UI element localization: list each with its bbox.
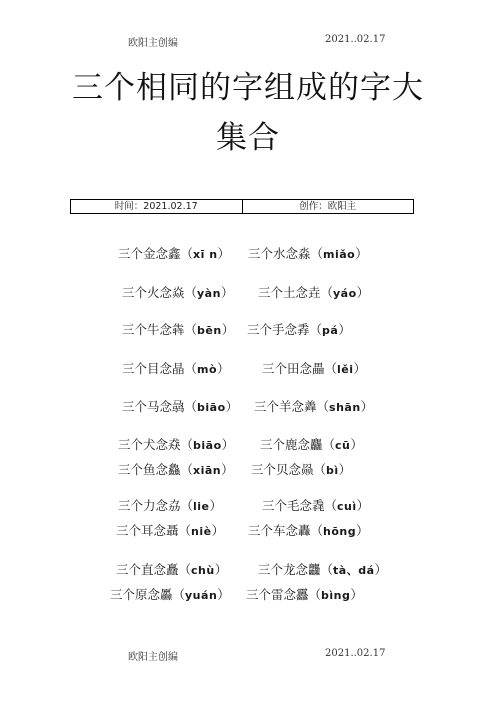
entry-text: 三个羊念羴（ bbox=[254, 399, 330, 414]
page-title-line-2: 集合 bbox=[216, 120, 280, 156]
entry-text: 三个贝念赑（ bbox=[251, 462, 327, 477]
entry-left bbox=[110, 585, 230, 603]
entry-left bbox=[118, 460, 234, 478]
entry-text: 三个车念轟（ bbox=[248, 523, 324, 538]
entry-right bbox=[246, 585, 363, 603]
entry-pinyin: bì bbox=[326, 464, 339, 477]
entry-close: ） bbox=[360, 399, 374, 414]
entry-left bbox=[122, 283, 233, 301]
entry-right bbox=[254, 397, 373, 415]
entry-pinyin: cuì bbox=[337, 500, 357, 513]
entry-close: ） bbox=[221, 322, 235, 337]
entry-right bbox=[258, 560, 387, 578]
entry-text: 三个火念焱（ bbox=[122, 285, 198, 300]
entry-text: 三个原念厵（ bbox=[110, 587, 186, 602]
entry-close: ） bbox=[350, 587, 363, 602]
entry-close: ） bbox=[217, 587, 230, 602]
footer-author: 欧阳主创编 bbox=[128, 652, 178, 663]
entry-text: 三个鹿念麤（ bbox=[260, 437, 336, 452]
entry-pinyin: yàn bbox=[197, 287, 221, 300]
entry-close: ） bbox=[374, 562, 388, 577]
entry-close: ） bbox=[221, 462, 234, 477]
entry-right bbox=[248, 244, 368, 262]
entry-close: ） bbox=[211, 523, 225, 538]
entry-text: 三个毛念毳（ bbox=[262, 498, 338, 513]
entry-close: ） bbox=[356, 285, 370, 300]
entry-close: ） bbox=[209, 498, 223, 513]
entry-left bbox=[122, 359, 230, 377]
entry-right bbox=[251, 460, 351, 478]
entry-left bbox=[118, 435, 234, 453]
entry-pinyin: cū bbox=[335, 439, 351, 452]
entry-close: ） bbox=[338, 462, 352, 477]
entry-close: ） bbox=[353, 361, 367, 376]
entry-left bbox=[116, 521, 224, 539]
entry-right bbox=[262, 496, 369, 514]
entry-left bbox=[116, 560, 227, 578]
entry-text: 三个牛念犇（ bbox=[122, 322, 198, 337]
entry-text: 三个力念劦（ bbox=[118, 498, 194, 513]
entry-pinyin: shān bbox=[329, 401, 361, 414]
entry-pinyin: pá bbox=[322, 324, 339, 337]
entry-close: ） bbox=[221, 437, 235, 452]
entry-text: 三个水念淼（ bbox=[248, 246, 324, 261]
entry-pinyin: niè bbox=[191, 525, 212, 538]
entry-pinyin: yuán bbox=[185, 589, 218, 602]
entry-close: ） bbox=[214, 562, 228, 577]
entry-text: 三个目念晶（ bbox=[122, 361, 198, 376]
entry-pinyin: yáo bbox=[333, 287, 357, 300]
entry-pinyin: hōng bbox=[323, 525, 357, 538]
entry-text: 三个耳念聶（ bbox=[116, 523, 192, 538]
entry-close: ） bbox=[217, 246, 231, 261]
entry-pinyin: lie bbox=[193, 500, 210, 513]
entry-pinyin: lěi bbox=[337, 363, 354, 376]
entry-text: 三个金念鑫（ bbox=[118, 246, 194, 261]
entry-text: 三个鱼念鱻（ bbox=[118, 462, 194, 477]
entry-close: ） bbox=[356, 498, 370, 513]
header-date: 2021..02.17 bbox=[325, 34, 386, 45]
entry-text: 三个马念骉（ bbox=[122, 399, 198, 414]
entry-close: ） bbox=[338, 322, 351, 337]
entry-text: 三个土念垚（ bbox=[258, 285, 334, 300]
entry-left bbox=[122, 320, 234, 338]
entry-pinyin: chù bbox=[191, 564, 215, 577]
entry-right bbox=[258, 283, 369, 301]
entry-pinyin: tà、dá bbox=[333, 564, 375, 577]
header-author: 欧阳主创编 bbox=[128, 38, 178, 49]
entry-close: ） bbox=[217, 361, 230, 376]
entry-left bbox=[118, 244, 230, 262]
meta-table bbox=[70, 199, 414, 214]
entry-right bbox=[262, 359, 366, 377]
entry-left bbox=[122, 397, 238, 415]
entry-right bbox=[260, 435, 363, 453]
entry-right bbox=[247, 320, 351, 338]
entry-pinyin: bìng bbox=[321, 589, 351, 602]
entry-pinyin: xī n bbox=[193, 248, 218, 261]
entry-close: ） bbox=[225, 399, 239, 414]
entry-pinyin: miǎo bbox=[323, 248, 356, 261]
entry-close: ） bbox=[350, 437, 363, 452]
meta-time: 时间：2021.02.17 bbox=[114, 201, 198, 212]
entry-left bbox=[118, 496, 222, 514]
entry-pinyin: bēn bbox=[197, 324, 222, 337]
entry-pinyin: mò bbox=[197, 363, 218, 376]
entry-text: 三个手念掱（ bbox=[247, 322, 323, 337]
entry-text: 三个犬念猋（ bbox=[118, 437, 194, 452]
entry-close: ） bbox=[220, 285, 234, 300]
entry-pinyin: xiān bbox=[193, 464, 222, 477]
entry-right bbox=[248, 521, 369, 539]
entry-close: ） bbox=[356, 523, 369, 538]
entry-text: 三个田念畾（ bbox=[262, 361, 338, 376]
page-title-line-1: 三个相同的字组成的字大 bbox=[72, 70, 424, 106]
entry-pinyin: biāo bbox=[197, 401, 226, 414]
entry-close: ） bbox=[355, 246, 368, 261]
entry-text: 三个龙念龘（ bbox=[258, 562, 334, 577]
meta-author: 创作：欧阳主 bbox=[242, 200, 414, 213]
entry-pinyin: biāo bbox=[193, 439, 222, 452]
footer-date: 2021..02.17 bbox=[325, 648, 386, 659]
entry-text: 三个雷念靐（ bbox=[246, 587, 322, 602]
entry-text: 三个直念矗（ bbox=[116, 562, 192, 577]
